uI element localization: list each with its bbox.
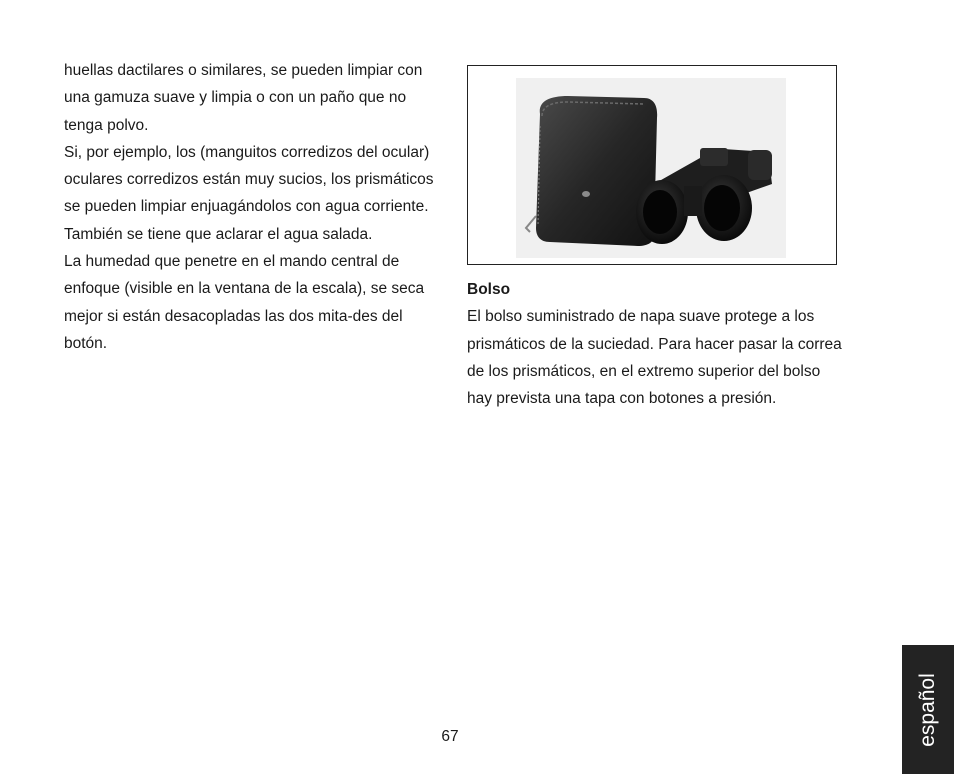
left-text-column: [64, 57, 444, 357]
bag-icon: [526, 96, 657, 246]
section-heading: Bolso: [467, 281, 511, 298]
paragraph-rinsing: Si, por ejemplo, los (manguitos corredizos del ocular) oculares corredizos están muy sucios, los prismáticos se pueden limpiar enjuagándolos con agua corriente. También se tiene que aclarar el agua salada.: [64, 143, 434, 243]
page-number: 67: [441, 728, 459, 745]
language-tab-label: español: [916, 672, 939, 747]
right-text-column: [467, 276, 847, 412]
section-body: El bolso suministrado de napa suave protege a los prismáticos de la suciedad. Para hacer pasar la correa de los prismáticos, en el extremo superior del bolso hay prevista una tapa con botones a presión.: [467, 308, 842, 408]
paragraph-humidity: La humedad que penetre en el mando central de enfoque (visible en la ventana de la escala), se seca mejor si están desacopladas las dos mita-des del botón.: [64, 253, 425, 352]
paragraph-cleaning: huellas dactilares o similares, se pueden limpiar con una gamuza suave y limpia o con un paño que no tenga polvo.: [64, 62, 423, 134]
bag-and-binoculars-illustration: [468, 66, 836, 264]
language-tab: [902, 645, 954, 774]
product-photo-frame: [467, 65, 837, 265]
